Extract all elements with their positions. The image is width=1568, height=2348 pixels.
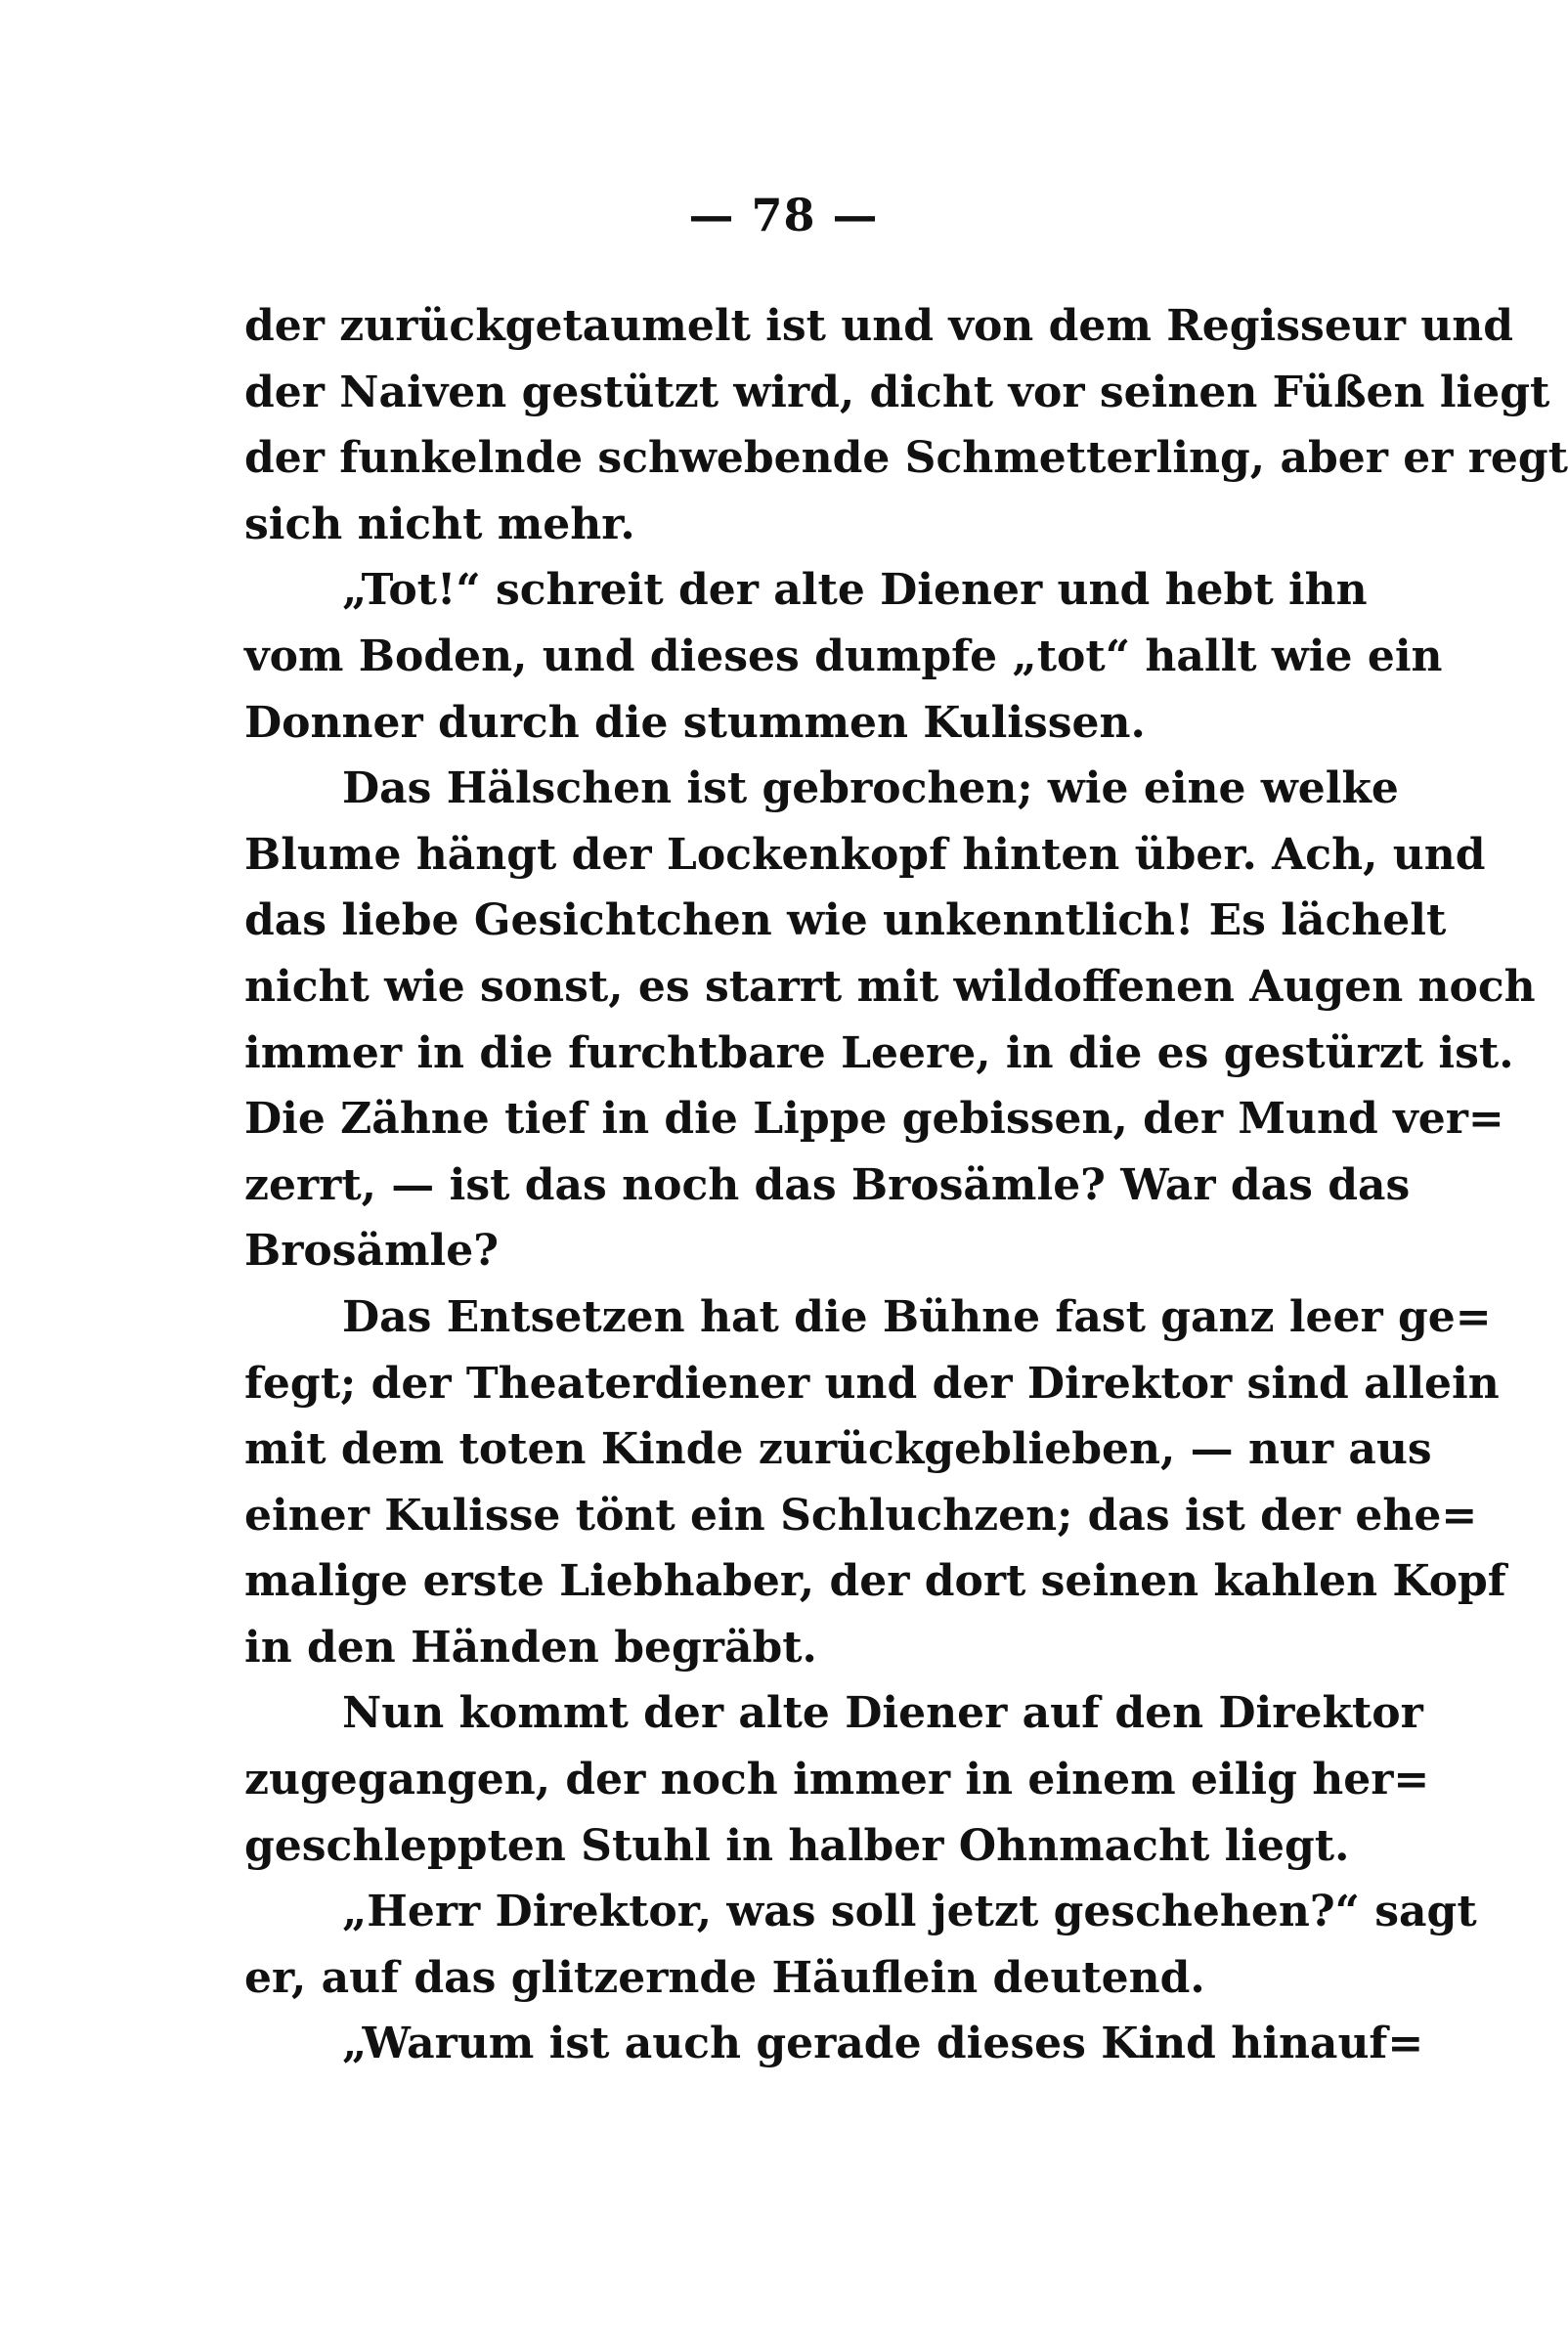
text-line: zugegangen, der noch immer in einem eilig her= bbox=[244, 1755, 1430, 1805]
text-line: er, auf das glitzernde Häuflein deutend. bbox=[244, 1952, 1205, 2003]
text-line: Blume hängt der Lockenkopf hinten über. Ach, und bbox=[244, 829, 1486, 880]
page-number: — 78 — bbox=[688, 189, 879, 241]
text-line: Nun kommt der alte Diener auf den Direktor bbox=[342, 1688, 1423, 1739]
text-line: „Warum ist auch gerade dieses Kind hinauf= bbox=[342, 2019, 1424, 2069]
text-line: Das Entsetzen hat die Bühne fast ganz leer ge= bbox=[342, 1291, 1492, 1342]
body-text bbox=[244, 293, 1568, 2077]
text-line: der Naiven gestützt wird, dicht vor seinen Füßen liegt bbox=[244, 367, 1550, 417]
text-line: sich nicht mehr. bbox=[244, 499, 635, 549]
text-line: vom Boden, und dieses dumpfe „tot“ hallt wie ein bbox=[244, 630, 1443, 681]
text-line: einer Kulisse tönt ein Schluchzen; das ist der ehe= bbox=[244, 1490, 1478, 1541]
text-line: fegt; der Theaterdiener und der Direktor sind allein bbox=[244, 1358, 1500, 1409]
text-line: malige erste Liebhaber, der dort seinen kahlen Kopf bbox=[244, 1556, 1506, 1607]
text-line: in den Händen begräbt. bbox=[244, 1622, 817, 1673]
text-line: Donner durch die stummen Kulissen. bbox=[244, 697, 1146, 748]
text-line: „Tot!“ schreit der alte Diener und hebt ihn bbox=[342, 565, 1368, 616]
text-line: der zurückgetaumelt ist und von dem Regisseur und bbox=[244, 301, 1514, 351]
text-line: Das Hälschen ist gebrochen; wie eine welke bbox=[342, 763, 1399, 814]
text-line: das liebe Gesichtchen wie unkenntlich! Es lächelt bbox=[244, 895, 1447, 946]
text-line: zerrt, — ist das noch das Brosämle? War das das bbox=[244, 1159, 1411, 1210]
text-line: der funkelnde schwebende Schmetterling, aber er regt bbox=[244, 433, 1568, 484]
text-line: nicht wie sonst, es starrt mit wildoffenen Augen noch bbox=[244, 961, 1536, 1012]
text-line: Brosämle? bbox=[244, 1226, 500, 1277]
text-line: „Herr Direktor, was soll jetzt geschehen?“ sagt bbox=[342, 1887, 1477, 1937]
text-line: immer in die furchtbare Leere, in die es gestürzt ist. bbox=[244, 1027, 1514, 1078]
text-line: geschleppten Stuhl in halber Ohnmacht liegt. bbox=[244, 1820, 1350, 1871]
text-line: Die Zähne tief in die Lippe gebissen, der Mund ver= bbox=[244, 1094, 1504, 1145]
text-line: mit dem toten Kinde zurückgeblieben, — nur aus bbox=[244, 1424, 1432, 1475]
